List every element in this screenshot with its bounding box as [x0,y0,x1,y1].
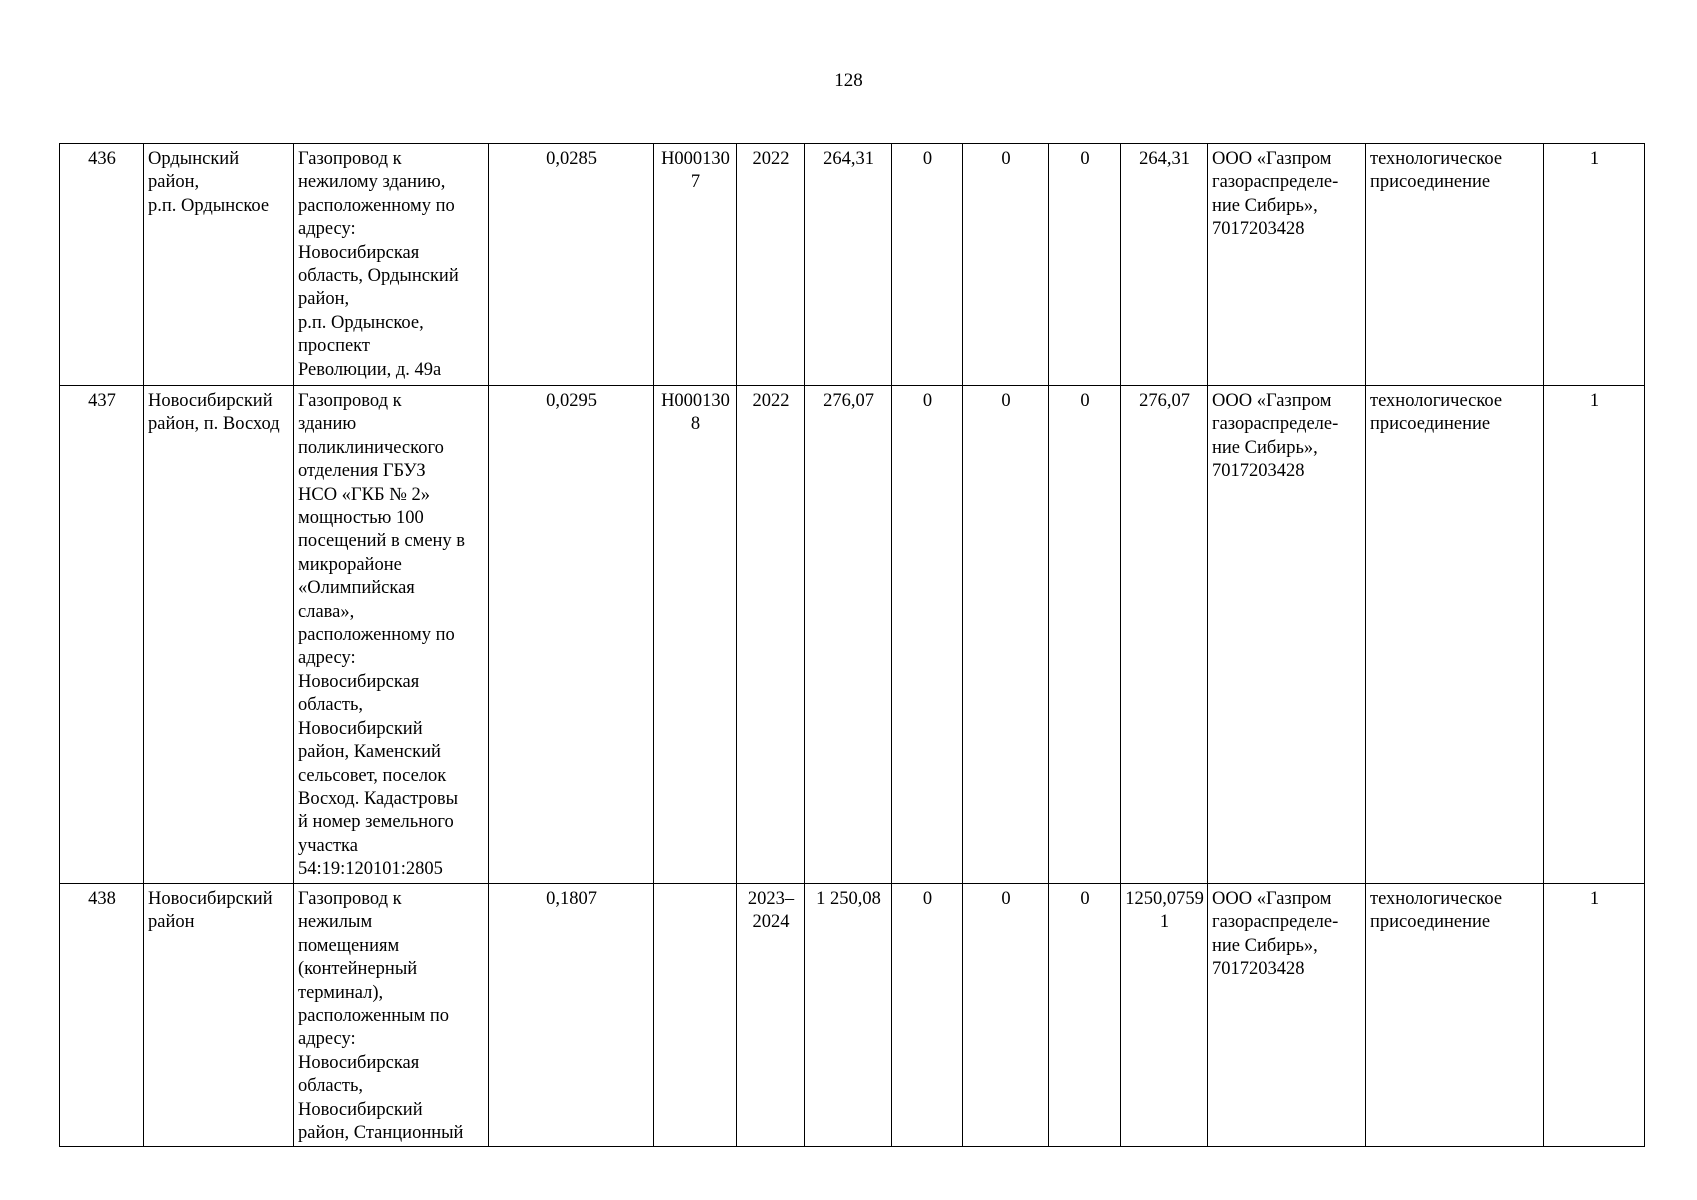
value-cell-2-text: 0 [1001,149,1011,169]
count-cell [1544,144,1645,386]
table-row [60,386,1645,884]
purpose-cell [1366,884,1544,1147]
value-cell-2 [963,144,1049,386]
year-cell-text: 2022 [752,391,790,411]
value-cell-2 [963,884,1049,1147]
organization-cell [1208,144,1366,386]
table-row [60,144,1645,386]
value-cell-4-text: 276,07 [1139,391,1190,411]
year-cell [737,884,805,1147]
purpose-cell-text: технологическое присоединение [1370,149,1503,193]
value-cell-4-text: 264,31 [1139,149,1190,169]
value-cell-3 [1049,144,1121,386]
length-cell [489,386,654,884]
value-cell-2-text: 0 [1001,889,1011,909]
value-cell-1 [892,884,963,1147]
purpose-cell [1366,386,1544,884]
count-cell [1544,884,1645,1147]
count-cell-text: 1 [1589,391,1600,411]
count-cell [1544,386,1645,884]
count-cell-text: 1 [1589,889,1600,909]
length-cell [489,144,654,386]
row-number [60,144,144,386]
object-name-cell [294,144,489,386]
purpose-cell [1366,144,1544,386]
code-cell-text: Н000130 7 [661,149,730,193]
organization-cell-text: ООО «Газпром газораспределе- ние Сибирь», 7017203428 [1212,149,1339,240]
object-name-cell-text: Газопровод к зданию поликлинического отделения ГБУЗ НСО «ГКБ № 2» мощностью 100 посещений в смену в микрорайоне «Олимпийская слава», расположенному по адресу: Новосибирская область, Новосибирский район, Каменский сельсовет, поселок Восход. Кадастровы й номер земельного участка 54:19:120101:2805 [298,391,466,880]
page-number: 128 [834,70,863,91]
code-cell-text: Н000130 8 [661,391,730,435]
location-cell-text: Новосибирский район [148,889,273,933]
value-cell-3 [1049,884,1121,1147]
value-cell-4 [1121,884,1208,1147]
location-cell [144,386,294,884]
location-cell [144,884,294,1147]
value-cell-2-text: 0 [1001,391,1011,411]
length-cell-text: 0,0295 [546,391,597,411]
value-cell-1 [892,144,963,386]
code-cell [654,144,737,386]
row-number-text: 436 [88,149,116,169]
length-cell-text: 0,0285 [546,149,597,169]
value-cell-1-text: 0 [922,889,933,909]
value-cell-4 [1121,386,1208,884]
length-cell-text: 0,1807 [546,889,597,909]
year-cell-text: 2022 [752,149,790,169]
year-cell [737,144,805,386]
value-cell-3-text: 0 [1080,889,1090,909]
location-cell-text: Новосибирский район, п. Восход [148,391,280,435]
total-cost-cell-text: 276,07 [823,391,874,411]
object-name-cell-text: Газопровод к нежилому зданию, расположенному по адресу: Новосибирская область, Ордынский район, р.п. Ордынское, проспект Революции, д. 49а [298,149,459,380]
row-number-text: 438 [88,889,116,909]
total-cost-cell-text: 1 250,08 [816,889,881,909]
organization-cell [1208,386,1366,884]
organization-cell [1208,884,1366,1147]
organization-cell-text: ООО «Газпром газораспределе- ние Сибирь», 7017203428 [1212,889,1339,980]
object-name-cell [294,884,489,1147]
value-cell-3-text: 0 [1080,149,1090,169]
value-cell-4 [1121,144,1208,386]
purpose-cell-text: технологическое присоединение [1370,391,1503,435]
row-number [60,884,144,1147]
location-cell-text: Ордынский район, р.п. Ордынское [148,149,270,216]
value-cell-1-text: 0 [922,149,933,169]
value-cell-4-text: 1250,0759 1 [1125,889,1204,933]
value-cell-2 [963,386,1049,884]
row-number [60,386,144,884]
value-cell-1 [892,386,963,884]
organization-cell-text: ООО «Газпром газораспределе- ние Сибирь», 7017203428 [1212,391,1339,482]
count-cell-text: 1 [1589,149,1600,169]
total-cost-cell [805,884,892,1147]
table-row [60,884,1645,1147]
row-number-text: 437 [88,391,116,411]
object-name-cell-text: Газопровод к нежилым помещениям (контейнерный терминал), расположенным по адресу: Новосибирская область, Новосибирский район, Станционный [298,889,464,1144]
value-cell-3-text: 0 [1080,391,1090,411]
length-cell [489,884,654,1147]
value-cell-3 [1049,386,1121,884]
location-cell [144,144,294,386]
year-cell-text: 2023– 2024 [747,889,795,933]
code-cell [654,884,737,1147]
purpose-cell-text: технологическое присоединение [1370,889,1503,933]
registry-table [59,143,1645,1147]
total-cost-cell-text: 264,31 [823,149,874,169]
object-name-cell [294,386,489,884]
value-cell-1-text: 0 [922,391,933,411]
year-cell [737,386,805,884]
code-cell [654,386,737,884]
total-cost-cell [805,386,892,884]
total-cost-cell [805,144,892,386]
